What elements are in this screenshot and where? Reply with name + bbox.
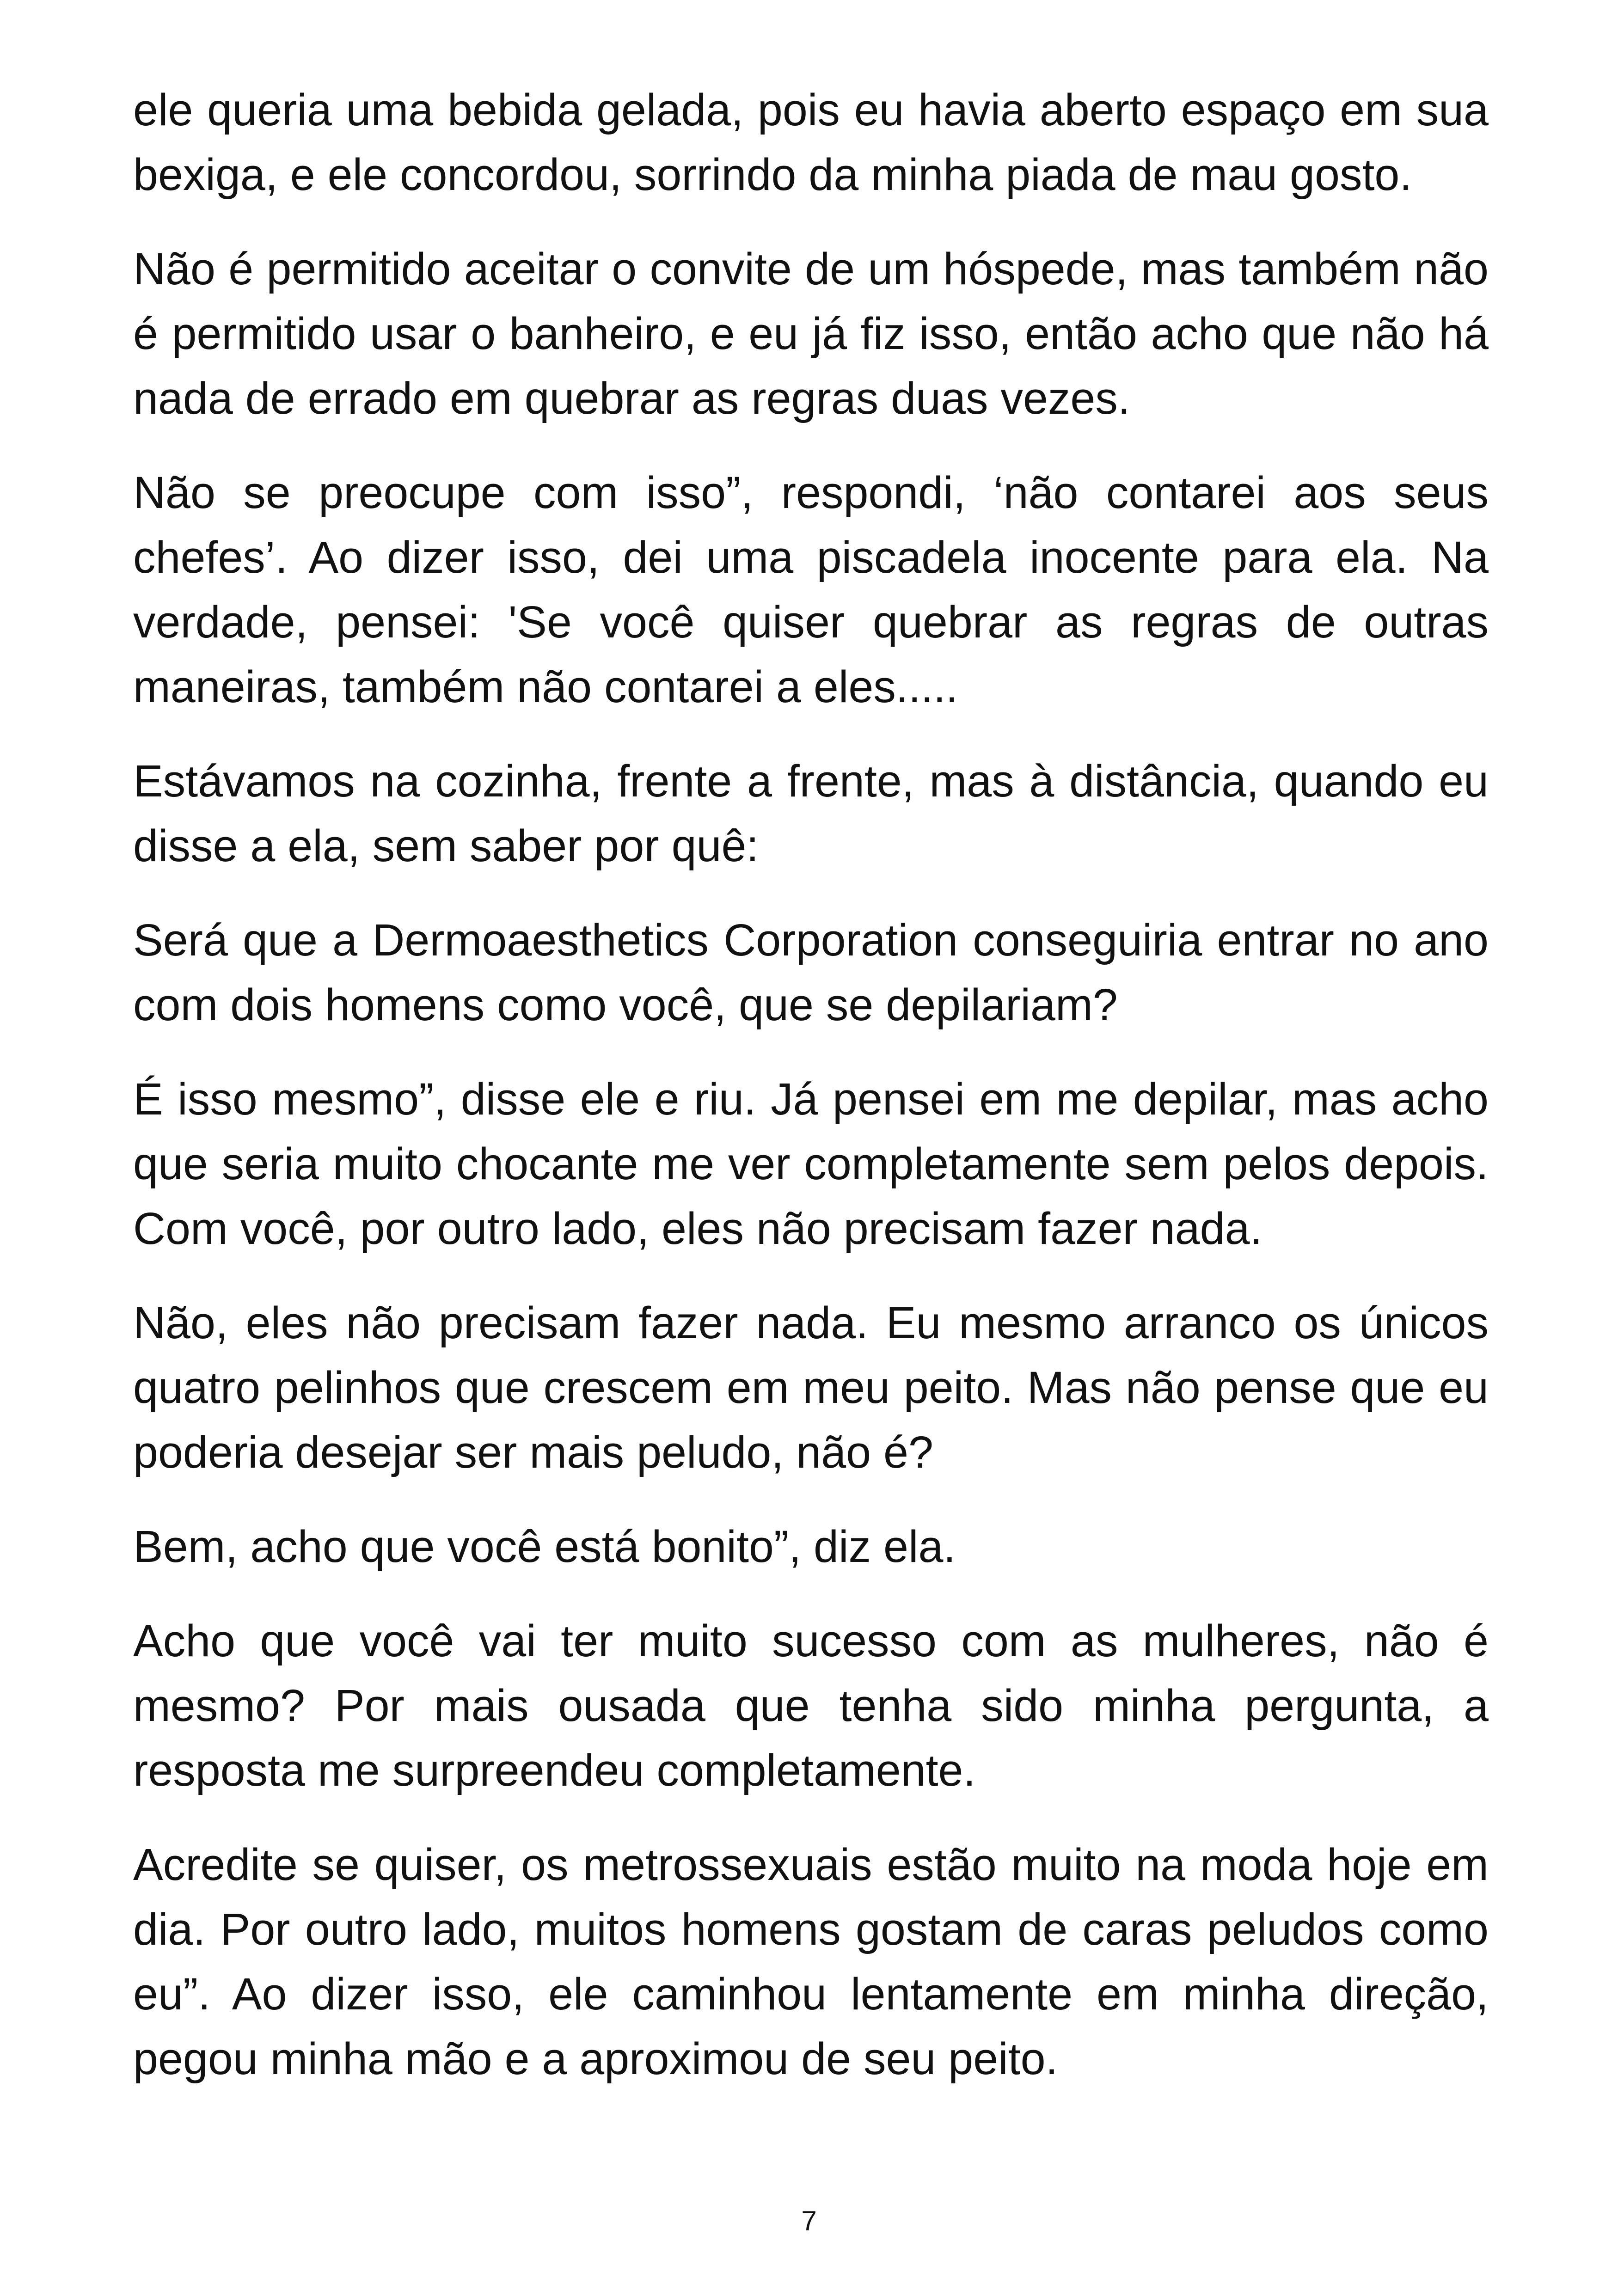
paragraph: Estávamos na cozinha, frente a frente, mas à distância, quando eu disse a ela, sem saber por quê: [133,756,1489,871]
paragraph: Não se preocupe com isso”, respondi, ‘não contarei aos seus chefes’. Ao dizer isso, dei uma piscadela inocente para ela. Na verdade, pensei: 'Se você quiser quebrar as regras de outras maneiras, também não contarei a eles..... [133,467,1489,712]
paragraph: Acho que você vai ter muito sucesso com as mulheres, não é mesmo? Por mais ousada que tenha sido minha pergunta, a resposta me surpreendeu completamente. [133,1616,1489,1795]
paragraph: É isso mesmo”, disse ele e riu. Já pensei em me depilar, mas acho que seria muito chocante me ver completamente sem pelos depois. Com você, por outro lado, eles não precisam fazer nada. [133,1074,1489,1254]
body-text [133,78,1489,2121]
page-number: 7 [801,2205,817,2236]
paragraph: Não, eles não precisam fazer nada. Eu mesmo arranco os únicos quatro pelinhos que crescem em meu peito. Mas não pense que eu poderia desejar ser mais peludo, não é? [133,1298,1489,1477]
paragraph: Bem, acho que você está bonito”, diz ela. [133,1521,956,1572]
paragraph: Não é permitido aceitar o convite de um hóspede, mas também não é permitido usar o banheiro, e eu já fiz isso, então acho que não há nada de errado em quebrar as regras duas vezes. [133,244,1489,423]
paragraph: Acredite se quiser, os metrossexuais estão muito na moda hoje em dia. Por outro lado, muitos homens gostam de caras peludos como eu”. Ao dizer isso, ele caminhou lentamente em minha direção, pegou minha mão e a aproximou de seu peito. [133,1839,1489,2084]
paragraph: ele queria uma bebida gelada, pois eu havia aberto espaço em sua bexiga, e ele concordou, sorrindo da minha piada de mau gosto. [133,85,1489,200]
paragraph: Será que a Dermoaesthetics Corporation conseguiria entrar no ano com dois homens como você, que se depilariam? [133,915,1489,1030]
